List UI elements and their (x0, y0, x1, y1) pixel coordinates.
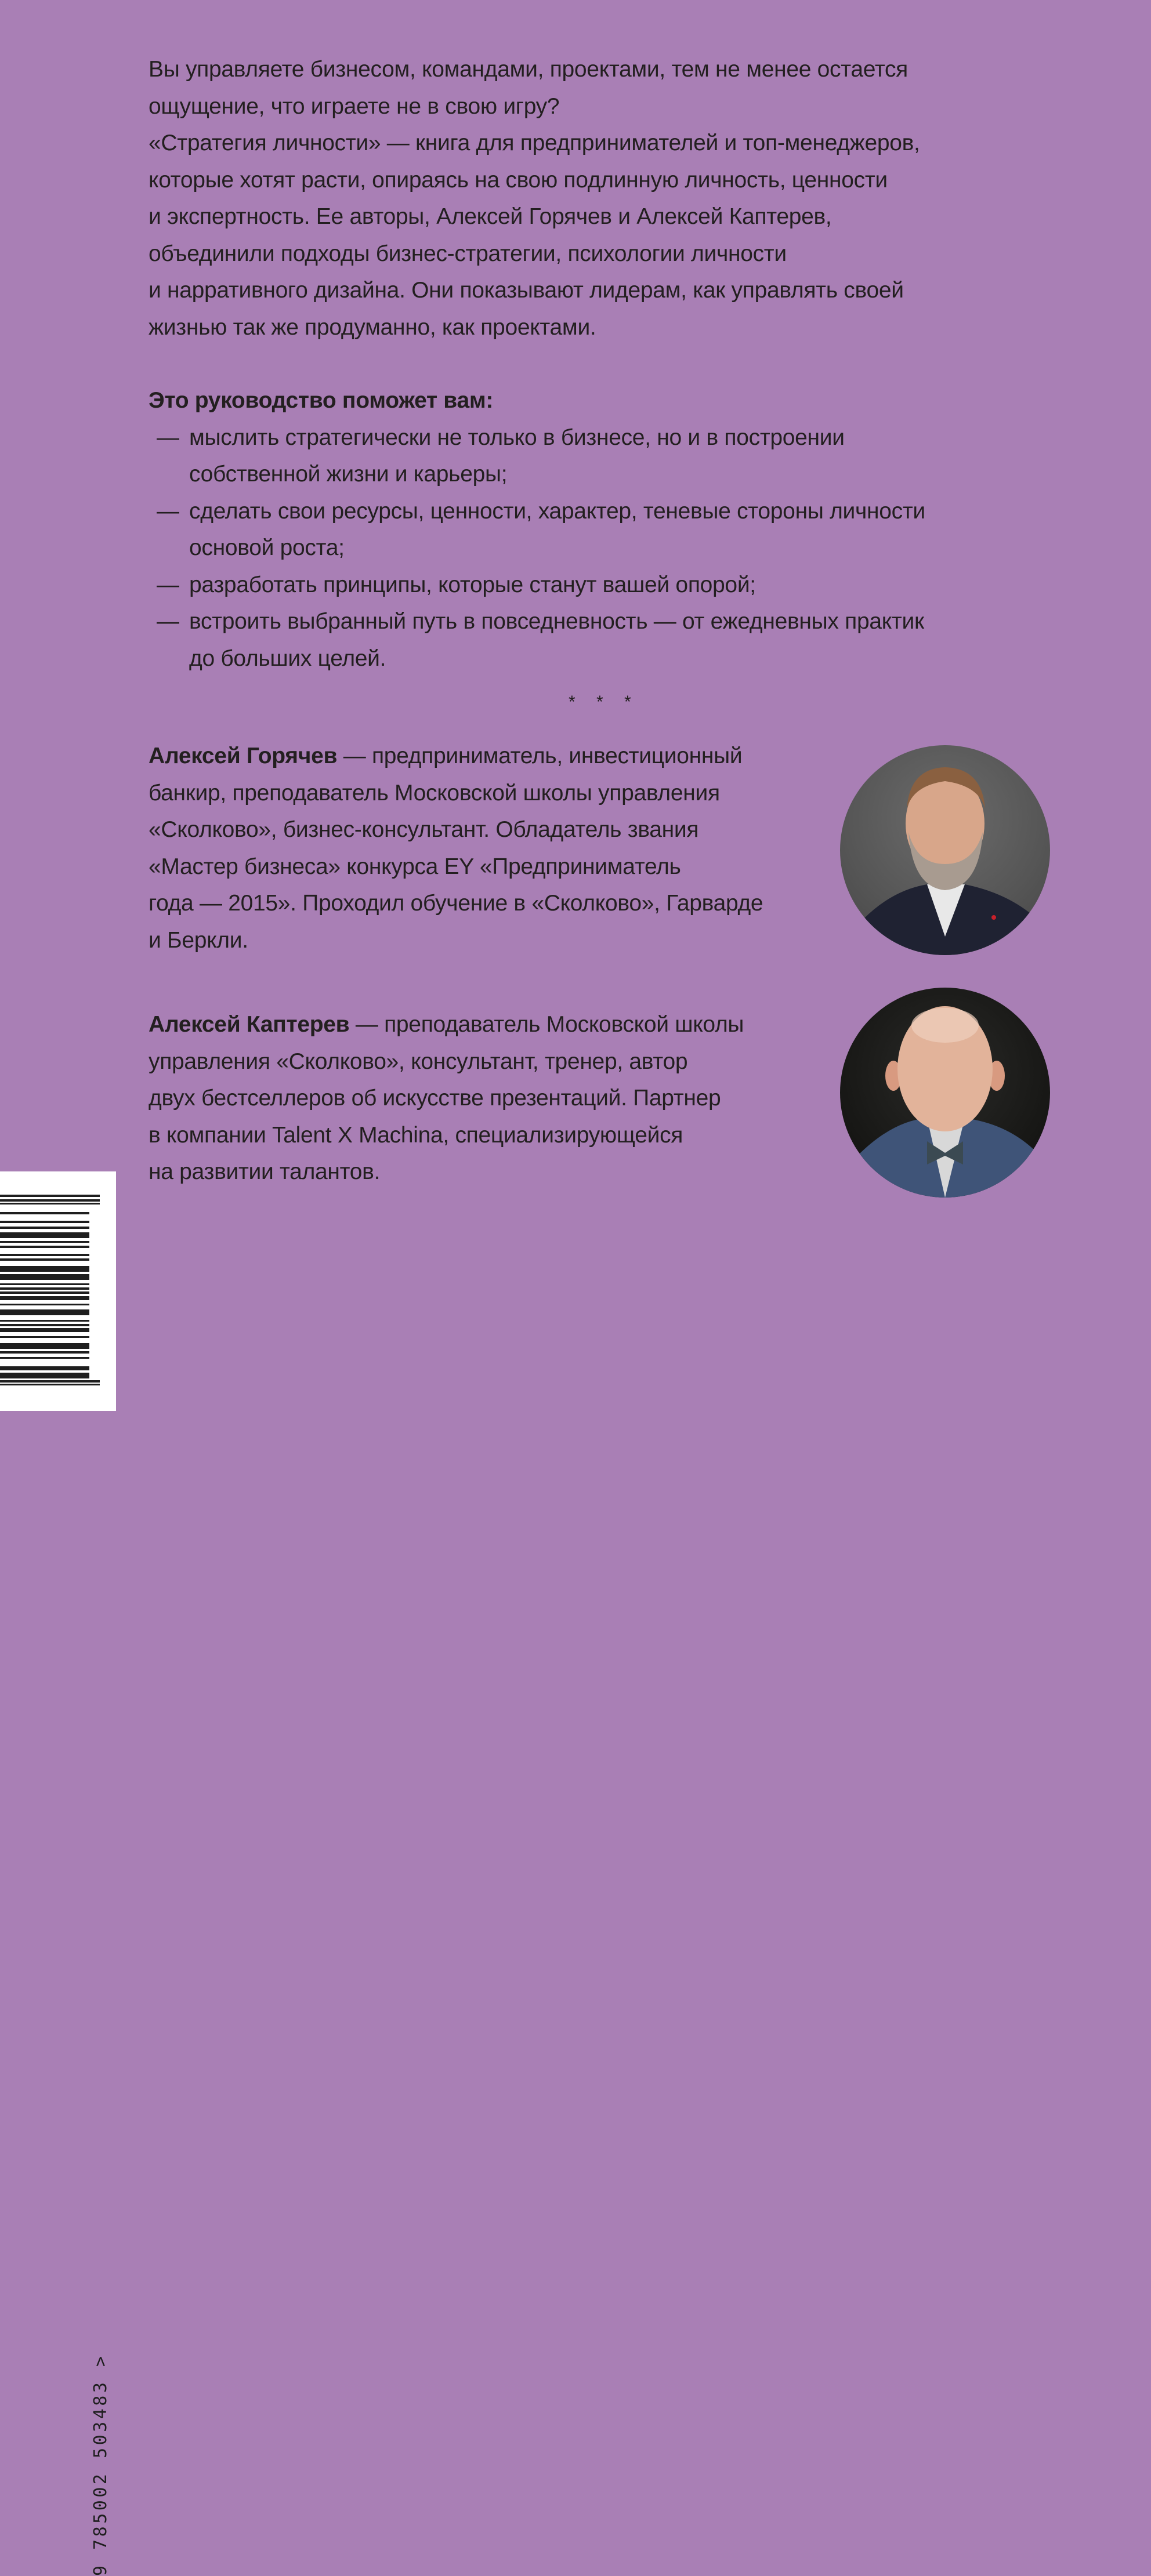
intro-line: и нарративного дизайна. Они показывают лидерам, как управлять своей (149, 278, 904, 303)
barcode-bar (0, 1366, 89, 1370)
barcode-bar (0, 1296, 89, 1300)
barcode-bar (0, 1336, 89, 1338)
barcode-bar (0, 1351, 89, 1354)
barcode-bar (0, 1258, 89, 1261)
barcode-bar (0, 1324, 89, 1326)
barcode-bar (0, 1291, 89, 1294)
barcode-bar (0, 1195, 100, 1197)
barcode-bar (0, 1221, 89, 1223)
intro-line: объединили подходы бизнес-стратегии, психологии личности (149, 241, 787, 266)
intro-paragraph (149, 51, 920, 346)
barcode-bar (0, 1212, 89, 1214)
author-name: Алексей Горячев (149, 743, 338, 768)
barcode-bar (0, 1283, 89, 1285)
barcode-bar (0, 1287, 89, 1290)
dash-bullet-icon: — (157, 572, 179, 597)
barcode-bar (0, 1304, 89, 1305)
barcode-bar (0, 1384, 100, 1385)
barcode-bar (0, 1373, 89, 1378)
benefit-item: — разработать принципы, которые станут вашей опорой; (149, 567, 925, 604)
benefits-section (149, 382, 925, 677)
author-bio-kapterev: Алексей Каптерев — преподаватель Московской школы управления «Сколково», консультант, тренер, автор двух бестселлеров об искусстве презентаций. Партнер в компании Talent X Machina, специализирующейся на развитии талантов. (149, 1012, 744, 1184)
section-separator: * * * (569, 692, 639, 712)
barcode-bar (0, 1254, 89, 1256)
author-name: Алексей Каптерев (149, 1012, 350, 1037)
portrait-icon (840, 988, 1050, 1198)
barcode-bar (0, 1227, 89, 1229)
barcode-bar (0, 1199, 100, 1202)
intro-line: ощущение, что играете не в свою игру? (149, 93, 560, 119)
benefit-item: — мыслить стратегически не только в бизнесе, но и в построении собственной жизни и карьеры; (149, 419, 925, 493)
barcode-bar (0, 1343, 89, 1349)
dash-bullet-icon: — (157, 609, 179, 634)
isbn-number: 9 785002 503483 > (91, 2353, 111, 2576)
barcode-bar (0, 1320, 89, 1322)
barcode-bar (0, 1232, 89, 1238)
intro-line: жизнью так же продуманно, как проектами. (149, 314, 596, 340)
benefit-item: — сделать свои ресурсы, ценности, характер, теневые стороны личности основой роста; (149, 493, 925, 567)
isbn-barcode (0, 1171, 116, 2576)
author-photo-kapterev (840, 988, 1050, 1198)
intro-line: «Стратегия личности» — книга для предпринимателей и топ-менеджеров, (149, 130, 920, 155)
barcode-bar (0, 1328, 89, 1332)
benefit-item: — встроить выбранный путь в повседневность — от ежедневных практик до больших целей. (149, 603, 925, 677)
barcode-bar (0, 1380, 100, 1383)
barcode-bar (0, 1266, 89, 1272)
author-bio-goryachev: Алексей Горячев — предприниматель, инвестиционный банкир, преподаватель Московской школы управления «Сколково», бизнес-консультант. Обладатель звания «Мастер бизнеса» конкурса EY «Предприниматель года — 2015». Проходил обучение в «Сколково», Гарварде и Беркли. (149, 743, 763, 953)
dash-bullet-icon: — (157, 498, 179, 524)
intro-line: и экспертность. Ее авторы, Алексей Горячев и Алексей Каптерев, (149, 204, 832, 229)
barcode-bar (0, 1246, 89, 1248)
barcode-bar (0, 1357, 89, 1359)
barcode-bar (0, 1241, 89, 1243)
author-photo-goryachev (840, 745, 1050, 955)
portrait-icon (840, 745, 1050, 955)
barcode-bar (0, 1309, 89, 1315)
intro-line: Вы управляете бизнесом, командами, проектами, тем не менее остается (149, 57, 909, 82)
benefits-heading: Это руководство поможет вам: (149, 388, 494, 413)
barcode-bar (0, 1274, 89, 1280)
intro-line: которые хотят расти, опираясь на свою подлинную личность, ценности (149, 167, 888, 193)
barcode-bar (0, 1203, 100, 1204)
dash-bullet-icon: — (157, 425, 179, 450)
